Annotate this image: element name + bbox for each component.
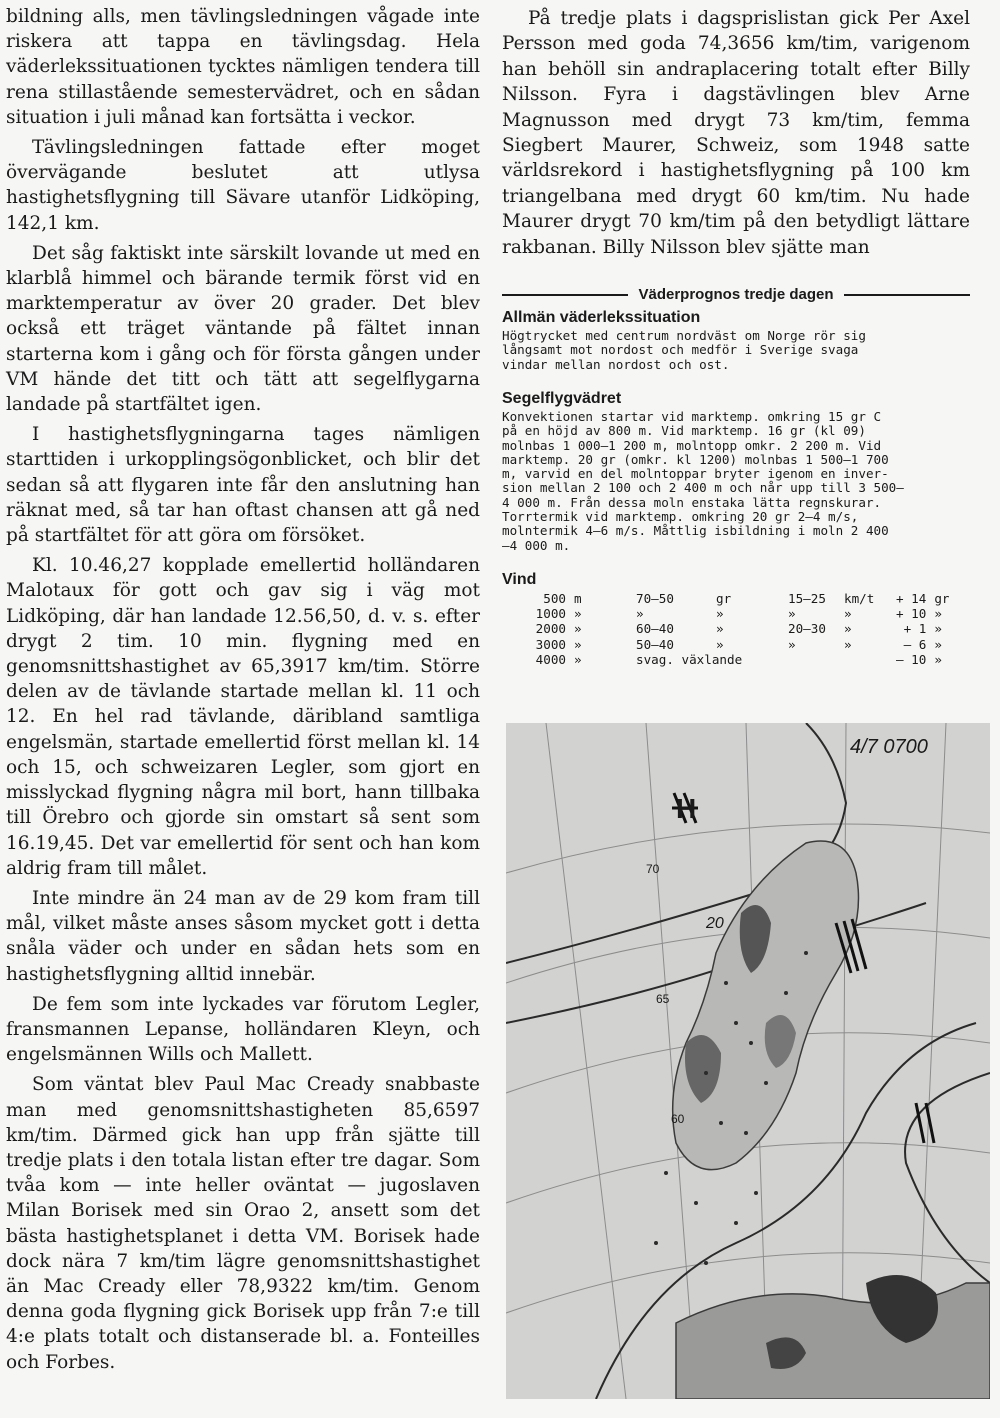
wind-row: 2000 » 60—40 » 20—30 » + 1 »: [535, 621, 942, 637]
wind-heading: Vind: [502, 570, 537, 588]
weather-map-photo: [506, 723, 990, 1399]
article-left-column: [6, 4, 480, 1380]
general-text: Högtrycket med centrum nordväst om Norge rör sig långsamt mot nordost och medför i Sverige svaga vindar mellan nordost och ost.: [502, 328, 866, 372]
weather-forecast-box: [502, 286, 970, 667]
glider-heading: Segelflygvädret: [502, 389, 622, 407]
wind-row: 3000 » 50—40 » » » — 6 »: [535, 636, 942, 652]
wind-row: 500 m 70—50 gr 15—25 km/t + 14 gr: [543, 590, 950, 606]
title-rule-right: [844, 294, 970, 296]
wind-table: [518, 591, 954, 667]
article-paragraph: bildning alls, men tävlingsledningen vågade inte riskera att tappa en tävlingsdag. Hela väderlekssituationen tycktes nämligen tendera till rena stillastående semestervädret, och en sådan situation i juli månad kan fortsätta i veckor.: [6, 6, 480, 128]
article-paragraph: Det såg faktiskt inte särskilt lovande ut med en klarblå himmel och bärande termik först vid en marktemperatur av över 20 grader. Det blev också ett träget väntande på fältet innan starterna kom i gång och för första gången under VM hände det titt och tätt att segelflygarna landade på startfältet igen.: [6, 242, 480, 416]
article-paragraph: Som väntat blev Paul Mac Cready snabbaste man med genomsnittshastigheten 85,6597 km/tim. Därmed gick han upp från sjätte till tredje plats i den totala listan efter tre dagar. Som tvåa kom — inte heller oväntat — jugoslaven Milan Borisek med sin Orao 2, ansett som det bästa hastighetsplanet i detta VM. Borisek hade dock nära 7 km/tim lägre genomsnittshastighet än Mac Cready eller 78,9322 km/tim. Genom denna goda flygning gick Borisek upp från 7:e till 4:e plats totalt och distanserade bl. a. Fonteilles och Forbes.: [6, 1074, 480, 1373]
forecast-title: Väderprognos tredje dagen: [638, 286, 834, 304]
latitude-label-60: 60: [671, 1112, 685, 1126]
title-rule-left: [502, 294, 628, 296]
general-heading: Allmän väderlekssituation: [502, 309, 701, 327]
high-pressure-label: H: [676, 793, 697, 824]
article-paragraph: De fem som inte lyckades var förutom Legler, fransmannen Lepanse, holländaren Kleyn, och engelsmännen Wills och Mallett.: [6, 993, 480, 1066]
article-right-column: [502, 6, 970, 667]
forecast-title-row: [502, 286, 970, 303]
wind-row: 1000 » » » » » + 10 »: [535, 606, 942, 622]
article-paragraph: På tredje plats i dagsprislistan gick Per Axel Persson med goda 74,3656 km/tim, varigenom han behöll sin andraplacering totalt efter Billy Nilsson. Fyra i dagstävlingen blev Arne Magnusson med drygt 73 km/tim, femma Siegbert Maurer, Schweiz, som 1948 satte världsrekord i hastighetsflygning på 100 km triangelbana med drygt 60 km/tim. Nu hade Maurer drygt 70 km/tim på den betydligt lättare rakbanan. Billy Nilsson blev sjätte man: [502, 8, 970, 258]
latitude-label-70: 70: [646, 862, 660, 876]
wind-row: 4000 » svag. växlande — 10 »: [535, 651, 942, 667]
map-date-label: 4/7 0700: [850, 736, 928, 758]
isobar-label: 20: [706, 915, 724, 932]
weather-map-drawing: [506, 723, 990, 1399]
article-paragraph: I hastighetsflygningarna tages nämligen starttiden i urkopplingsögonblicket, och blir det sedan så att flygaren inte får den anslutning han räknat med, så tar han oftast chansen att gå ned på startfältet för att göra om försöket.: [6, 424, 480, 547]
glider-text: Konvektionen startar vid marktemp. omkring 15 gr C på en höjd av 800 m. Vid marktemp. 16 gr (kl 09) molnbas 1 000—1 200 m, molntopp omkr. 2 200 m. Vid marktemp. 20 gr (omkr. kl 1200) molnbas 1 500—1 700 m, varvid en del molntoppar bryter igenom en inver- sion mellan 2 100 och 2 400 m och når upp till 3 500— 4 000 m. Från dessa moln enstaka lätta regnskurar. Torrtermik vid marktemp. omkring 20 gr 2—4 m/s, molntermik 4—6 m/s. Måttlig isbildning i moln 2 400 —4 000 m.: [502, 408, 904, 553]
latitude-label-65: 65: [656, 992, 670, 1006]
article-paragraph: Tävlingsledningen fattade efter moget övervägande beslutet att utlysa hastighetsflygning till Sävare utanför Lidköping, 142,1 km.: [6, 137, 480, 234]
article-paragraph: Kl. 10.46,27 kopplade emellertid holländaren Malotaux för gott och gav sig i väg mot Lidköping, där han landade 12.56,50, d. v. s. efter drygt 2 tim. 10 min. flygning med en genomsnittshastighet av 65,3917 km/tim. Större delen av de tävlande startade mellan kl. 11 och 12. En hel rad tävlande, däribland samtliga engelsmän, startade emellertid först mellan kl. 14 och 15, och schweizaren Legler, som gjort en misslyckad flygning några mil bort, hann tillbaka till Örebro och gjorde sin omstart så sent som 16.19,45. Det var emellertid för sent och han kom aldrig fram till målet.: [6, 555, 480, 879]
article-paragraph: Inte mindre än 24 man av de 29 kom fram till mål, vilket måste anses såsom mycket gott i detta snåla väder och under en sådan hets som en hastighetsflygning alltid innebär.: [6, 887, 480, 985]
